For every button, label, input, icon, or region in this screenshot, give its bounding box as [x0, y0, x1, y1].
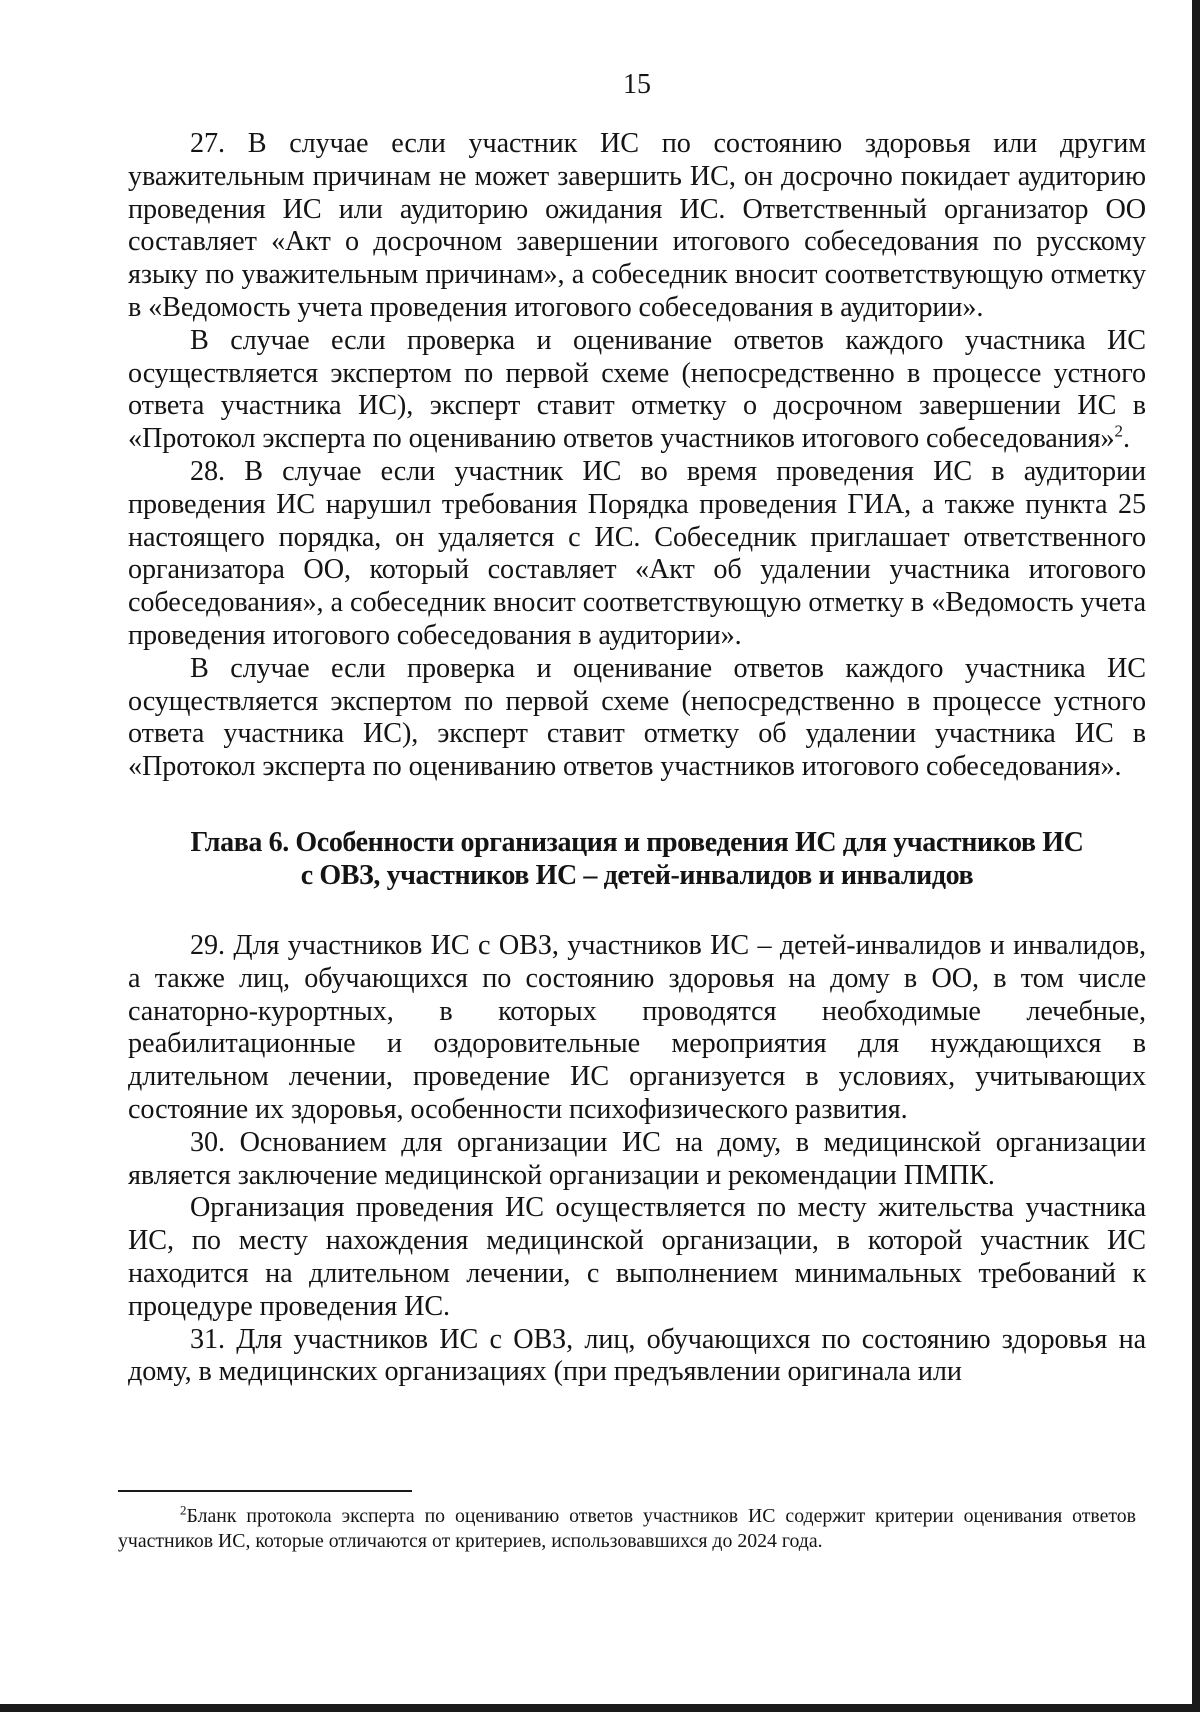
spacer	[128, 892, 1146, 930]
chapter-heading	[128, 826, 1146, 892]
footnote-reference[interactable]: 2	[1114, 421, 1123, 441]
footnote-separator	[118, 1490, 412, 1492]
paragraph-30: 30. Основанием для организации ИС на дому, в медицинской организации является заключение медицинской организации и рекомендации ПМПК.	[128, 1126, 1146, 1191]
chapter-heading-line-1: Глава 6. Особенности организация и проведения ИС для участников ИС	[190, 826, 1084, 858]
scan-edge-bottom	[0, 1704, 1200, 1712]
paragraph-27-protocol-tail: .	[1122, 423, 1130, 455]
paragraph-29: 29. Для участников ИС с ОВЗ, участников ИС – детей-инвалидов и инвалидов, а также лиц, обучающихся по состоянию здоровья на дому в ОО, в том числе санаторно-курортных, в которых проводятся необходимые лечебные, реабилитационные и оздоровительные мероприятия для нуждающихся в длительном лечении, проведение ИС организуется в условиях, учитывающих состояние их здоровья, особенности психофизического развития.	[128, 929, 1146, 1125]
footnote-marker: 2	[180, 1502, 187, 1518]
chapter-heading-line-2: с ОВЗ, участников ИС – детей-инвалидов и инвалидов	[300, 859, 974, 891]
paragraph-31: 31. Для участников ИС с ОВЗ, лиц, обучающихся по состоянию здоровья на дому, в медицинских организациях (при предъявлении оригинала или	[128, 1323, 1146, 1388]
paragraph-28-protocol: В случае если проверка и оценивание ответов каждого участника ИС осуществляется экспертом по первой схеме (непосредственно в процессе устного ответа участника ИС), эксперт ставит отметку об удалении участника ИС в «Протокол эксперта по оцениванию ответов участников итогового собеседования».	[128, 652, 1146, 783]
document-page	[128, 60, 1146, 1389]
paragraph-28: 28. В случае если участник ИС во время проведения ИС в аудитории проведения ИС нарушил требования Порядка проведения ГИА, а также пункта 25 настоящего порядка, он удаляется с ИС. Собеседник приглашает ответственного организатора ОО, который составляет «Акт об удалении участника итогового собеседования», а собеседник вносит соответствующую отметку в «Ведомость учета проведения итогового собеседования в аудитории».	[128, 455, 1146, 651]
page-number: 15	[623, 69, 651, 100]
spacer	[128, 784, 1146, 826]
scan-edge-right	[1192, 0, 1200, 1712]
paragraph-27-protocol-text: В случае если проверка и оценивание ответов каждого участника ИС осуществляется экспертом по первой схеме (непосредственно в процессе устного ответа участника ИС), эксперт ставит отметку о досрочном завершении ИС в «Протокол эксперта по оцениванию ответов участников итогового собеседования»	[128, 324, 1146, 455]
paragraph-27: 27. В случае если участник ИС по состоянию здоровья или другим уважительным причинам не может завершить ИС, он досрочно покидает аудиторию проведения ИС или аудиторию ожидания ИС. Ответственный организатор ОО составляет «Акт о досрочном завершении итогового собеседования по русскому языку по уважительным причинам», а собеседник вносит соответствующую отметку в «Ведомость учета проведения итогового собеседования в аудитории».	[128, 128, 1146, 323]
paragraph-30-organization: Организация проведения ИС осуществляется по месту жительства участника ИС, по месту нахождения медицинской организации, в которой участник ИС находится на длительном лечении, с выполнением минимальных требований к процедуре проведения ИС.	[128, 1192, 1146, 1322]
paragraph-27-protocol	[128, 325, 1146, 456]
footnote-area	[118, 1490, 1136, 1554]
footnote-2	[118, 1504, 1136, 1554]
footnote-text: Бланк протокола эксперта по оцениванию ответов участников ИС содержит критерии оценивания ответов участников ИС, которые отличаются от критериев, использовавшихся до 2024 года.	[118, 1505, 1136, 1552]
